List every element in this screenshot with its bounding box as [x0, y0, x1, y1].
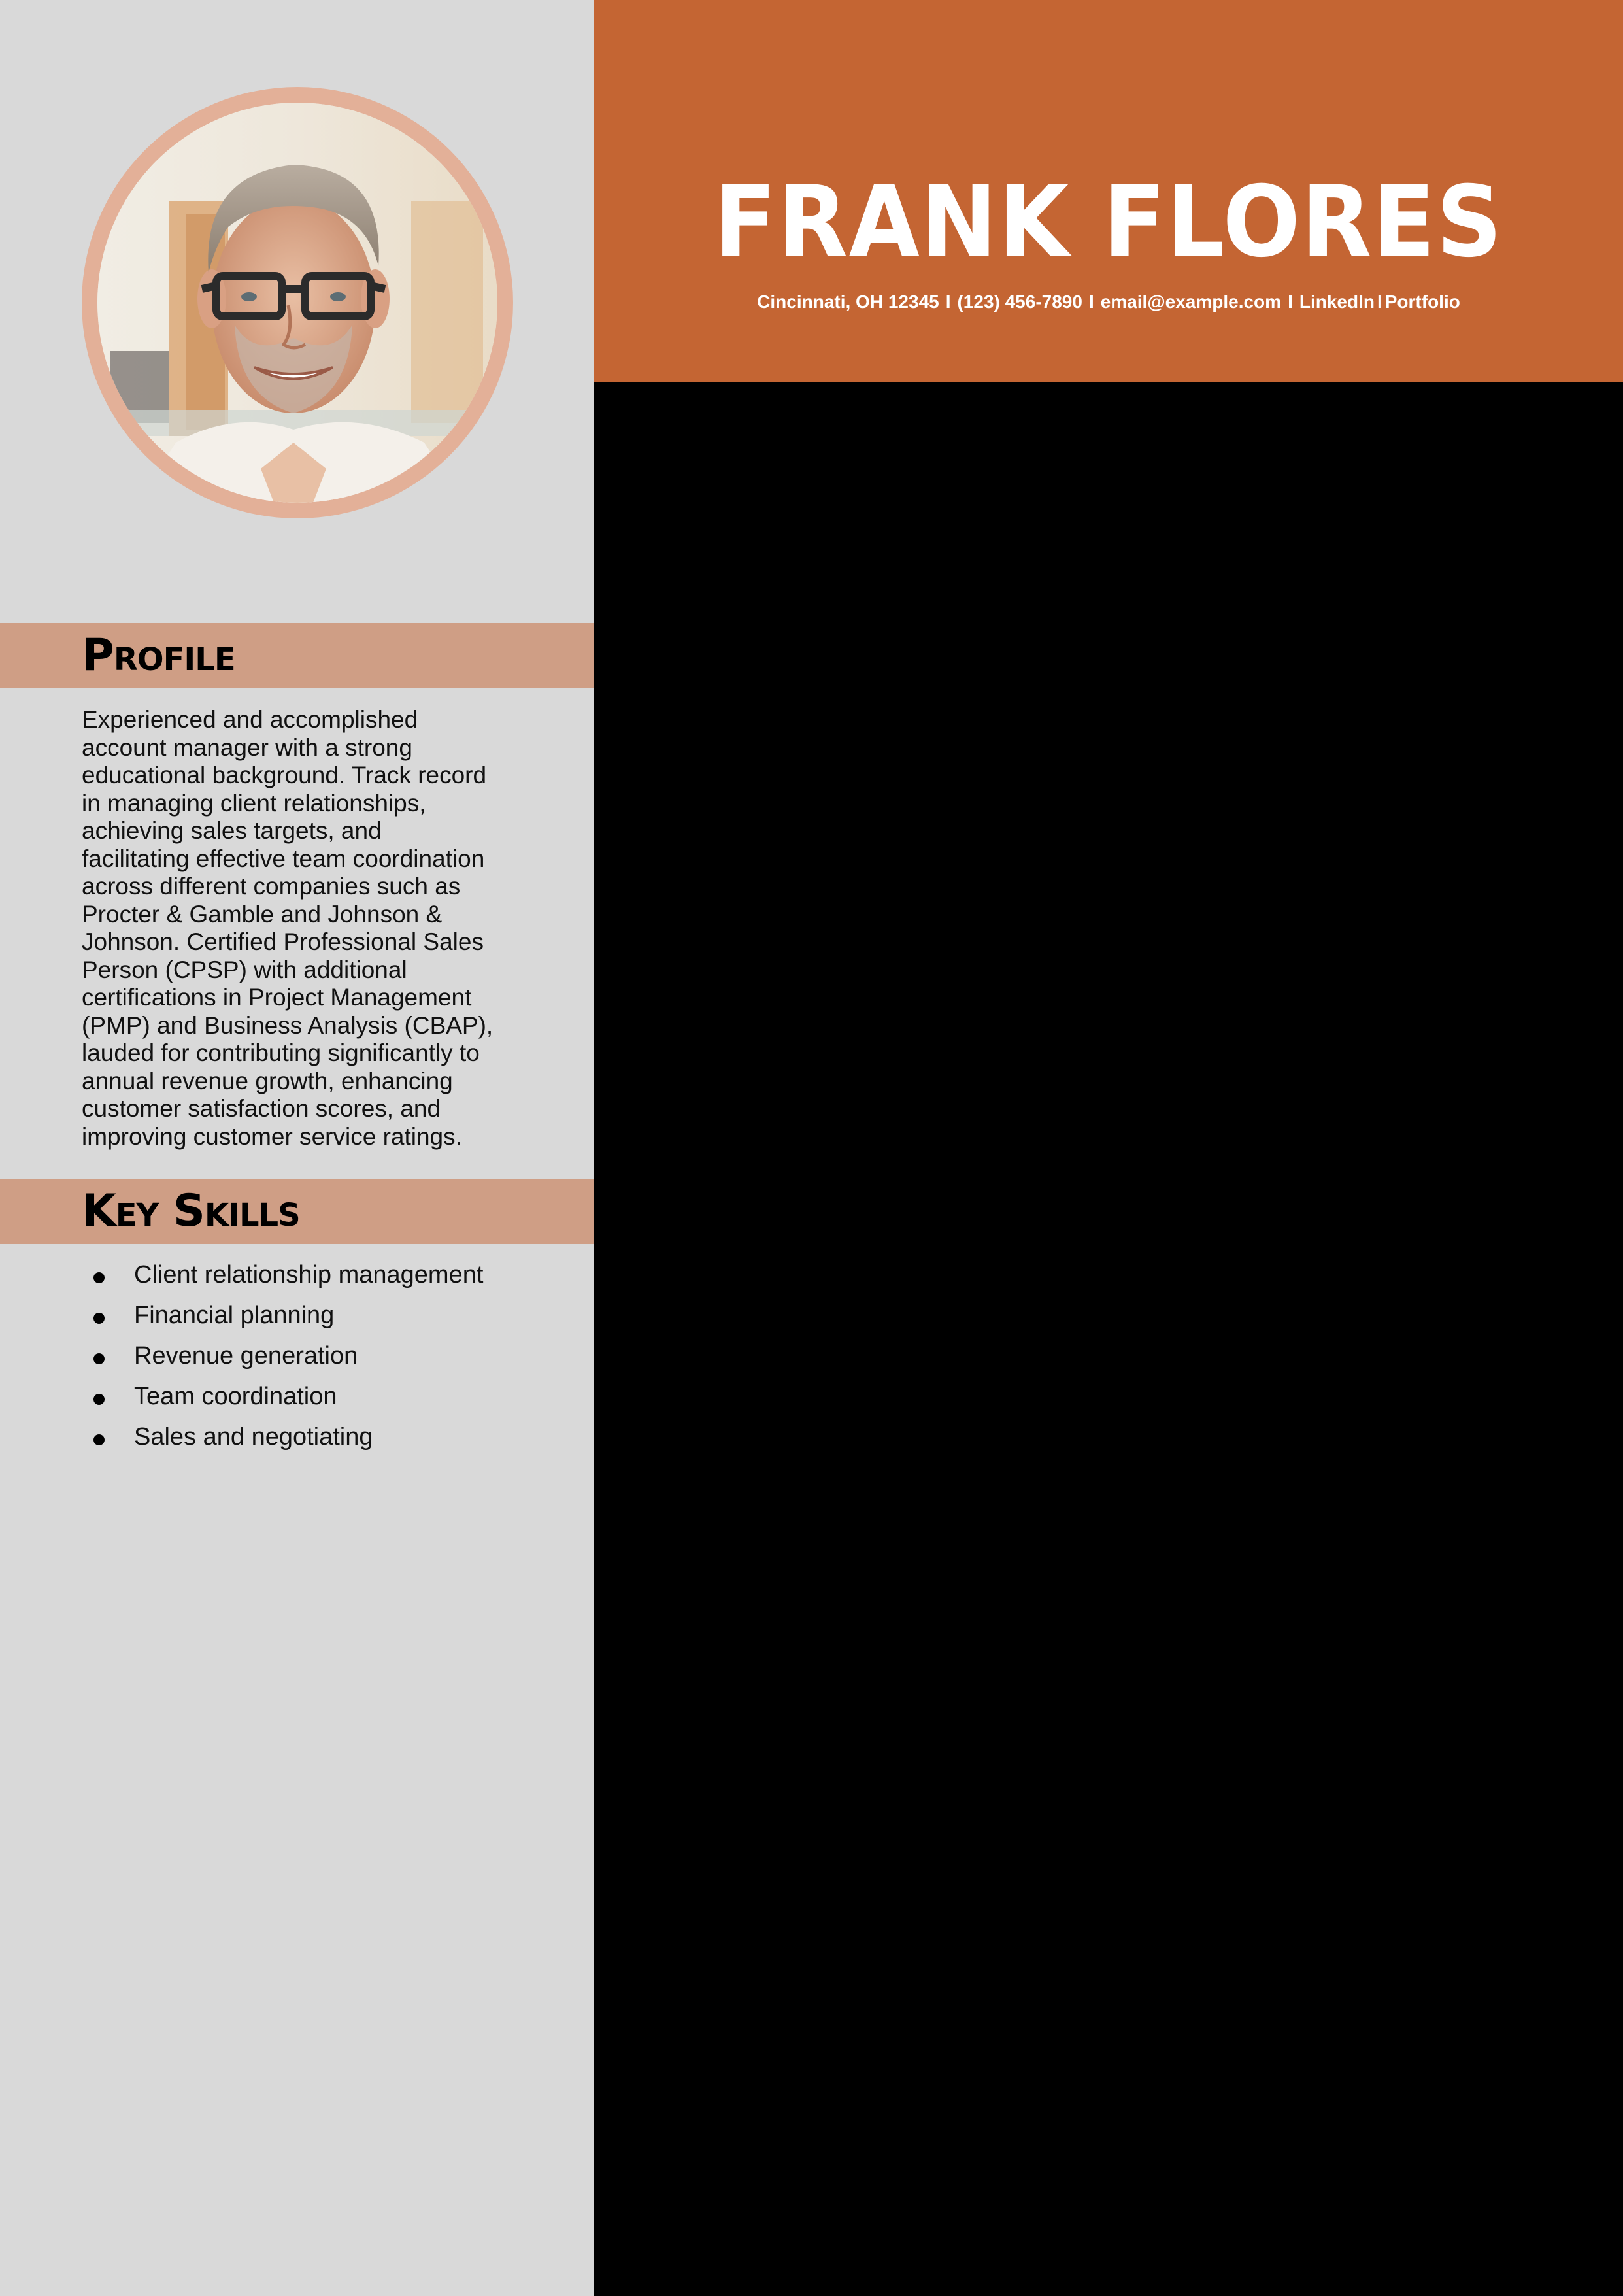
contact-location: Cincinnati, OH 12345 — [757, 292, 939, 312]
contact-linkedin-link[interactable]: LinkedIn — [1299, 292, 1375, 312]
contact-separator: I — [1377, 292, 1382, 312]
skill-item — [0, 1339, 594, 1379]
skill-label: Client relationship management — [134, 1261, 484, 1289]
key-skills-header-band — [0, 1179, 594, 1244]
key-skills-heading: Key Skills — [82, 1185, 300, 1237]
main-column — [594, 0, 1623, 2296]
profile-line: educational background. Track record — [82, 762, 487, 788]
profile-line: across different companies such as — [82, 873, 461, 900]
skill-label: Team coordination — [134, 1383, 337, 1410]
profile-line: Procter & Gamble and Johnson & — [82, 900, 443, 928]
bullet-icon — [93, 1434, 105, 1445]
profile-line: lauded for contributing significantly to — [82, 1039, 480, 1066]
sidebar — [0, 0, 594, 2296]
bullet-icon — [93, 1272, 105, 1283]
profile-header-band — [0, 623, 594, 688]
skill-label: Sales and negotiating — [134, 1423, 373, 1451]
skill-item — [0, 1298, 594, 1339]
contact-separator: I — [1088, 292, 1094, 312]
portrait-image — [97, 103, 497, 503]
bullet-icon — [93, 1394, 105, 1405]
contact-email[interactable]: email@example.com — [1100, 292, 1282, 312]
profile-line: (PMP) and Business Analysis (CBAP), — [82, 1011, 494, 1039]
profile-line: Experienced and accomplished — [82, 706, 418, 733]
bullet-icon — [93, 1313, 105, 1324]
skill-label: Financial planning — [134, 1302, 335, 1329]
bullet-icon — [93, 1353, 105, 1364]
contact-separator: I — [1288, 292, 1293, 312]
profile-line: in managing client relationships, — [82, 789, 426, 817]
resume-header — [594, 0, 1623, 382]
candidate-name: FRANK FLORES — [714, 165, 1503, 279]
profile-line: Johnson. Certified Professional Sales — [82, 928, 484, 955]
profile-line: Person (CPSP) with additional — [82, 956, 407, 983]
skill-item — [0, 1258, 594, 1298]
profile-line: annual revenue growth, enhancing — [82, 1067, 453, 1094]
profile-line: certifications in Project Management — [82, 984, 472, 1011]
profile-photo-frame — [82, 87, 513, 518]
skill-label: Revenue generation — [134, 1342, 358, 1370]
contact-separator: I — [945, 292, 951, 312]
contact-portfolio-link[interactable]: Portfolio — [1384, 292, 1460, 312]
profile-summary — [82, 706, 533, 1151]
key-skills-list — [0, 1258, 594, 1460]
profile-line: facilitating effective team coordination — [82, 845, 485, 872]
contact-phone[interactable]: (123) 456-7890 — [957, 292, 1082, 312]
skill-item — [0, 1379, 594, 1420]
skill-item — [0, 1420, 594, 1460]
profile-photo — [97, 103, 497, 503]
profile-heading: Profile — [82, 630, 235, 681]
main-content-area — [594, 382, 1623, 2296]
profile-line: account manager with a strong — [82, 734, 412, 761]
profile-line: achieving sales targets, and — [82, 817, 382, 844]
profile-line: improving customer service ratings. — [82, 1123, 462, 1150]
profile-line: customer satisfaction scores, and — [82, 1095, 441, 1122]
contact-line — [594, 290, 1623, 314]
